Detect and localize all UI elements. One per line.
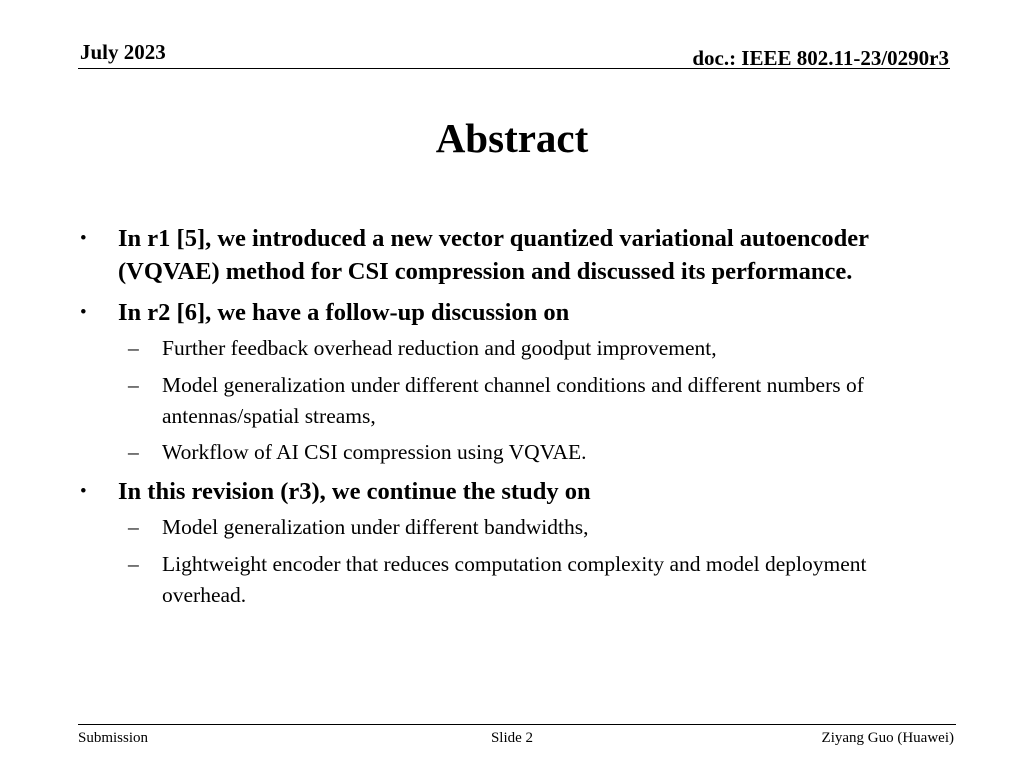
dash-marker: – bbox=[128, 515, 139, 539]
bullet-marker: • bbox=[80, 228, 87, 249]
bullet-item bbox=[76, 296, 956, 329]
sub-bullet-text: Workflow of AI CSI compression using VQVAE. bbox=[162, 440, 587, 464]
sub-bullet-item bbox=[76, 512, 956, 543]
header-rule bbox=[78, 68, 950, 69]
sub-bullet-item bbox=[76, 437, 956, 468]
dash-marker: – bbox=[128, 373, 139, 397]
dash-marker: – bbox=[128, 440, 139, 464]
footer-submission: Submission bbox=[78, 730, 149, 746]
sub-bullet-text: Model generalization under different bandwidths, bbox=[162, 515, 589, 539]
sub-bullet-text: Further feedback overhead reduction and goodput improvement, bbox=[162, 336, 717, 360]
bullet-marker: • bbox=[80, 302, 87, 323]
sub-bullet-item bbox=[76, 333, 956, 364]
dash-marker: – bbox=[128, 552, 139, 576]
bullet-text: In this revision (r3), we continue the study on bbox=[118, 478, 591, 505]
sub-bullet-item bbox=[76, 549, 956, 611]
dash-marker: – bbox=[128, 336, 139, 360]
footer-author: Ziyang Guo (Huawei) bbox=[821, 730, 954, 746]
sub-bullet-text: Lightweight encoder that reduces computation complexity and model deployment overhead. bbox=[162, 552, 867, 607]
footer-slide-number: Slide 2 bbox=[490, 730, 534, 746]
bullet-text: In r2 [6], we have a follow-up discussion on bbox=[118, 299, 570, 326]
slide-title: Abstract bbox=[435, 115, 589, 161]
bullet-item bbox=[76, 475, 956, 508]
sub-bullet-text: Model generalization under different channel conditions and different numbers of antennas/spatial streams, bbox=[162, 373, 864, 428]
bullet-marker: • bbox=[80, 481, 87, 502]
footer-rule bbox=[78, 724, 956, 725]
slide-body bbox=[76, 222, 956, 611]
header-date: July 2023 bbox=[80, 40, 166, 64]
sub-bullet-item bbox=[76, 370, 956, 432]
bullet-text: In r1 [5], we introduced a new vector quantized variational autoencoder (VQVAE) method for CSI compression and discussed its performance. bbox=[118, 225, 869, 285]
header-document-id: doc.: IEEE 802.11-23/0290r3 bbox=[692, 46, 949, 70]
bullet-item bbox=[76, 222, 956, 288]
